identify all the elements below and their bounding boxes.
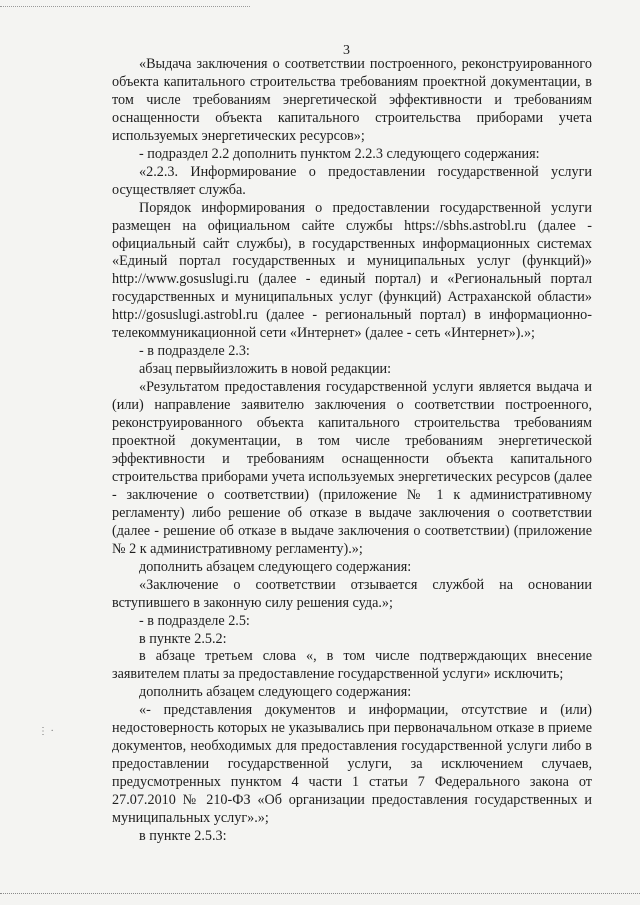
paragraph-add-abzac-1: дополнить абзацем следующего содержания: [139, 558, 412, 575]
paragraph-information-order: Порядок информирования о предоставлении государственной услуги размещен на официальном сайте службы https://sbhs.astrobl.ru (далее - официальный сайт службы), в государственных информационных системах «Единый портал государственных и муниципальных услуг (функций)» http://www.gosuslugi.ru (далее - единый портал) и «Региональный портал государственных и муниципальных услуг (функций) Астраханской области» http://gosuslugi.astrobl.ru (далее - региональный портал) в информационно-телекоммуникационной сети «Интернет» (далее - сеть «Интернет»).»; [112, 199, 592, 342]
paragraph-add-abzac-2: дополнить абзацем следующего содержания: [139, 684, 412, 701]
paragraph-item-2-5-2: в пункте 2.5.2: [139, 630, 227, 647]
paragraph-2-2-3: «2.2.3. Информирование о предоставлении государственной услуги осуществляет служба. [112, 163, 592, 198]
paragraph-subsection-2-5: - в подразделе 2.5: [139, 612, 250, 629]
paragraph-item-2-5-3: в пункте 2.5.3: [139, 827, 227, 844]
paragraph-third-abzac: в абзаце третьем слова «, в том числе подтверждающих внесение заявителем платы за предоставление государственной услуги» исключить; [112, 648, 592, 683]
scan-top-edge [0, 6, 250, 7]
document-body [112, 56, 592, 846]
page-number: 3 [343, 43, 350, 58]
paragraph-subsection-2-2: - подраздел 2.2 дополнить пунктом 2.2.3 следующего содержания: [139, 145, 540, 162]
paragraph-documents: «- представления документов и информации, отсутствие и (или) недостоверность которых не указывались при первоначальном отказе в приеме документов, необходимых для предоставления государственной услуги либо в предоставлении государственной услуги, за исключением случаев, предусмотренных пунктом 4 части 1 статьи 7 Федерального закона от 27.07.2010 № 210-ФЗ «Об организации предоставления государственных и муниципальных услуг».»; [112, 702, 592, 827]
paragraph-first-abzac: абзац первыйизложить в новой редакции: [139, 361, 392, 378]
scan-bottom-edge [0, 893, 640, 894]
paragraph-service-title: «Выдача заключения о соответствии построенного, реконструированного объекта капитального строительства требованиям проектной документации, в том числе требованиям энергетической эффективности и требованиям оснащенности объекта капитального строительства приборами учета используемых энергетических ресурсов»; [112, 56, 592, 144]
paragraph-conclusion-revoked: «Заключение о соответствии отзывается службой на основании вступившего в законную силу решения суда.»; [112, 576, 592, 611]
paragraph-result: «Результатом предоставления государственной услуги является выдача и (или) направление заявителю заключения о соответствии построенного, реконструированного объекта капитального строительства требованиям проектной документации, в том числе требованиям энергетической эффективности и требованиям оснащенности объекта капитального строительства приборами учета используемых энергетических ресурсов (далее - заключение о соответствии) (приложение № 1 к административному регламенту) либо решение об отказе в выдаче заключения о соответствии (далее - решение об отказе в выдаче заключения о соответствии) (приложение № 2 к административному регламенту).»; [112, 379, 592, 557]
scan-margin-specks: ⋮ · [38, 726, 54, 737]
paragraph-subsection-2-3: - в подразделе 2.3: [139, 343, 250, 360]
